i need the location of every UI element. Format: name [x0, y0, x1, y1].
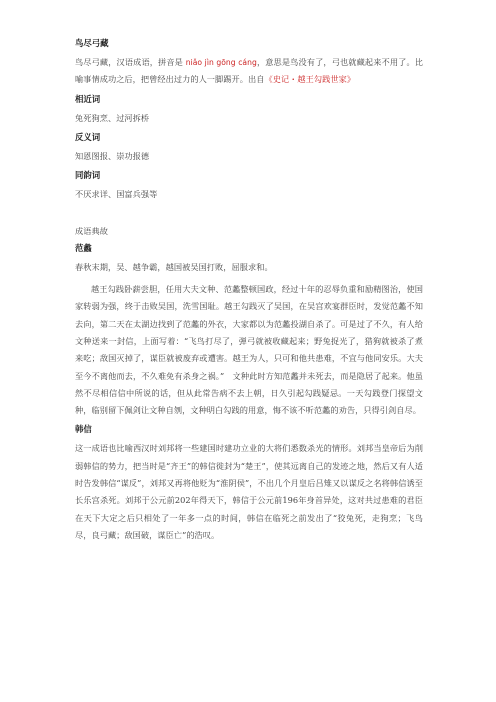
- antonyms-heading: 反义词: [75, 131, 101, 142]
- story-section-title: 成语典故: [75, 226, 108, 237]
- idiom-pinyin: niǎo jìn gōng cáng: [185, 58, 257, 67]
- similar-rhyme-heading: 同韵词: [75, 170, 101, 181]
- document-page: [75, 38, 423, 544]
- idiom-definition: [75, 54, 423, 89]
- fanli-story: 越王勾践卧薪尝胆，任用大夫文种、范蠡整顿国政，经过十年的忍辱负重和励精图治，使国家转弱为强，终于击败吴国，洗雪国耻。越王勾践灭了吴国，在吴宫欢宴群臣时，发觉范蠡不知去向，第二天在太湖边找到了范蠡的外衣，大家都以为范蠡投湖自杀了。可是过了不久，有人给文种送来一封信，上面写着：“飞鸟打尽了，弹弓就被收藏起来；野兔捉光了，猎狗就被杀了煮来吃；敌国灭掉了，谋臣就被废弃或遭害。越王为人，只可和他共患难，不宜与他同安乐。大夫至今不离他而去，不久难免有杀身之祸。” 文种此时方知范蠡并未死去，而是隐居了起来。他虽然不尽相信信中所说的话，但从此常告病不去上朝，日久引起勾践疑忌。一天勾践登门探望文种，临别留下佩剑让文种自刎，文种明白勾践的用意，悔不该不听范蠡的劝告，只得引剑自尽。: [75, 284, 423, 416]
- fanli-intro: 春秋末期，吴、越争霸，越国被吴国打败，屈服求和。: [75, 261, 273, 272]
- idiom-title: 鸟尽弓藏: [75, 38, 109, 48]
- hanxin-heading: 韩信: [75, 424, 92, 435]
- source-link[interactable]: 《史记・越王勾践世家》: [264, 74, 356, 85]
- antonyms-text: 知恩图报、崇功报德: [75, 150, 150, 161]
- definition-text-2: ，意思是鸟没有了，弓也就藏起来不用了。比喻事情成功之后，把曾经出过力的人一脚踢开。出自: [75, 57, 423, 85]
- hanxin-story: 这一成语也比喻西汉时刘邦将一些建国时建功立业的大将们悉数杀光的情形。刘邦当皇帝后为削弱韩信的势力，把当时是“齐王”的韩信徙封为“楚王”，使其远离自己的发迹之地，然后又有人适时告发韩信“谋反”，刘邦又再将他贬为“淮阴侯”，不出几个月皇后吕雉又以谋反之名将韩信诱至长乐宫杀死。刘邦于公元前202年得天下，韩信于公元前196年身首异处，这对共过患难的君臣在天下大定之后只相处了一年多一点的时间，韩信在临死之前发出了“狡兔死，走狗烹；飞鸟尽，良弓藏；敌国破，谋臣亡”的浩叹。: [75, 443, 423, 540]
- definition-text-1: 鸟尽弓藏，汉语成语，拼音是: [75, 57, 186, 67]
- synonyms-heading: 相近词: [75, 93, 101, 104]
- fanli-heading: 范蠡: [75, 242, 92, 253]
- similar-rhyme-text: 不厌求详、国富兵强等: [75, 189, 158, 200]
- synonyms-text: 兔死狗烹、过河拆桥: [75, 112, 150, 123]
